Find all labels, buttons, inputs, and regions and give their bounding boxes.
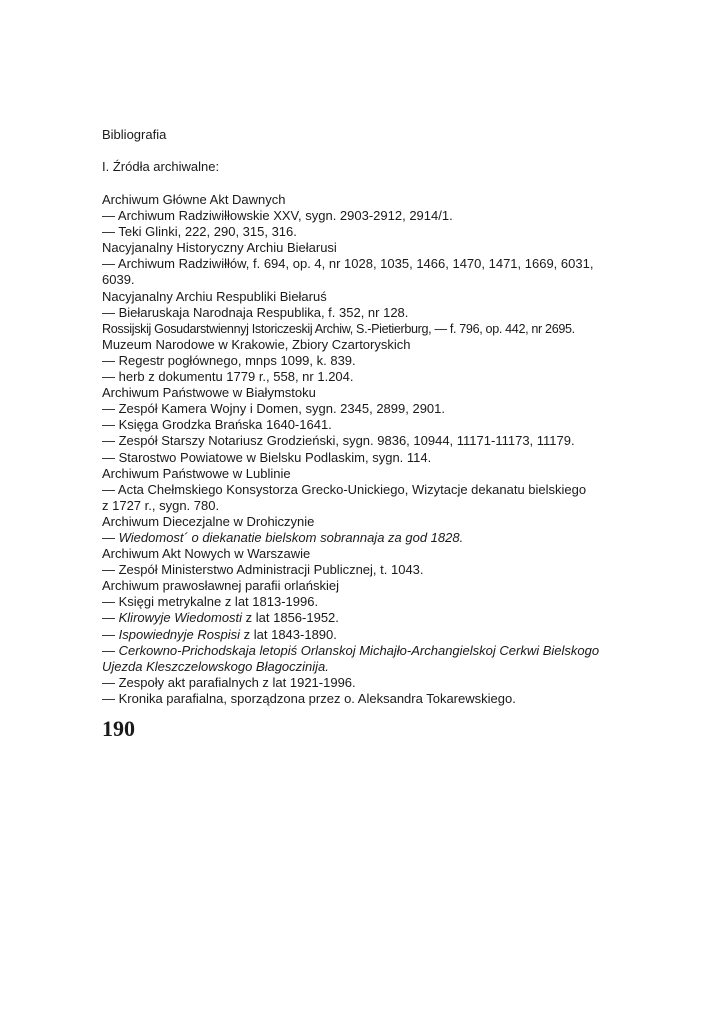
bibliography-entry [102,546,622,562]
entry-text: — Zespół Ministerstwo Administracji Publicznej, t. 1043. [102,562,424,578]
bibliography-entry [102,514,622,530]
bibliography-entry [102,562,622,578]
entry-text: — Zespoły akt parafialnych z lat 1921-1996. [102,674,356,690]
entry-text: Archiwum Państwowe w Białymstoku [102,385,316,401]
bibliography-entry [102,417,622,433]
bibliography-entry [102,353,622,369]
bibliography-entry [102,466,622,482]
entry-text: — [102,610,119,626]
entry-text: Nacyjanalny Historyczny Archiu Biełarusi [102,240,337,256]
bibliography-entry [102,610,622,626]
bibliography-entry [102,482,622,498]
bibliography-entry [102,337,622,353]
italic-text: Ispowiednyje Rospisi [118,626,241,642]
bibliography-title: Bibliografia [102,127,167,142]
entry-text: — Księga Grodzka Brańska 1640-1641. [102,417,332,433]
bibliography-entry [102,691,622,707]
entry-text: Rossijskij Gosudarstwiennyj Istoriczeskij Archiw, S.-Pietierburg, — f. 796, op. 442, nr 2695. [102,321,575,336]
entry-text: — herb z dokumentu 1779 r., 558, nr 1.204. [102,369,354,385]
bibliography-entry [102,305,622,321]
entry-text: — Starostwo Powiatowe w Bielsku Podlaskim, sygn. 114. [102,449,432,465]
bibliography-entry [102,240,622,256]
bibliography-entry [102,594,622,610]
bibliography-entry [102,433,622,449]
bibliography-entry [102,385,622,401]
entry-text: — Zespół Starszy Notariusz Grodzieński, sygn. 9836, 10944, 11171-11173, 11179. [102,433,575,449]
entry-text: — [102,529,119,545]
entry-text: Archiwum Państwowe w Lublinie [102,465,291,481]
entry-text: z lat 1856-1952. [242,610,339,626]
bibliography-entry [102,192,622,208]
entry-text: — Regestr pogłównego, mnps 1099, k. 839. [102,352,356,368]
entry-text: Nacyjanalny Archiu Respubliki Biełaruś [102,288,327,304]
bibliography-entry [102,578,622,594]
entry-text: — Archiwum Radziwiłłów, f. 694, op. 4, nr 1028, 1035, 1466, 1470, 1471, 1669, 6031, [102,256,594,272]
entry-text: Archiwum Główne Akt Dawnych [102,192,286,207]
entry-text: z lat 1843-1890. [240,626,337,642]
page-number: 190 [102,716,135,741]
entry-text: Archiwum prawosławnej parafii orlańskiej [102,578,339,594]
entry-text: Archiwum Diecezjalne w Drohiczynie [102,513,315,529]
entry-text: — Zespół Kamera Wojny i Domen, sygn. 2345, 2899, 2901. [102,401,446,417]
entry-text: 6039. [102,272,135,288]
bibliography-entry [102,659,622,675]
bibliography-entry [102,498,622,514]
bibliography-list [102,192,622,707]
section-heading: I. Źródła archiwalne: [102,159,220,174]
bibliography-entry [102,256,622,272]
bibliography-entry [102,450,622,466]
bibliography-entry [102,289,622,305]
bibliography-entry [102,530,622,546]
italic-text: Wiedomost´ o diekanatie bielskom sobrannaja za god 1828. [118,529,464,545]
entry-text: — Kronika parafialna, sporządzona przez o. Aleksandra Tokarewskiego. [102,690,516,706]
entry-text: — Acta Chełmskiego Konsystorza Grecko-Unickiego, Wizytacje dekanatu bielskiego [102,481,587,497]
bibliography-entry [102,369,622,385]
bibliography-entry [102,208,622,224]
bibliography-entry [102,627,622,643]
entry-text: — [102,626,119,642]
entry-text: — Teki Glinki, 222, 290, 315, 316. [102,224,297,240]
entry-text: Archiwum Akt Nowych w Warszawie [102,546,311,562]
entry-text: — [102,642,119,658]
entry-text: z 1727 r., sygn. 780. [102,497,220,513]
entry-text: — Księgi metrykalne z lat 1813-1996. [102,594,319,610]
bibliography-entry [102,675,622,691]
bibliography-entry [102,272,622,288]
bibliography-entry [102,401,622,417]
italic-text: Klirowyje Wiedomosti [118,610,243,626]
italic-text: Cerkowno-Prichodskaja letopiś Orlanskoj Michajło-Archangielskoj Cerkwi Bielskogo [118,642,600,658]
entry-text: — Archiwum Radziwiłłowskie XXV, sygn. 2903-2912, 2914/1. [102,208,453,224]
entry-text: — Biełaruskaja Narodnaja Respublika, f. 352, nr 128. [102,304,409,320]
entry-text: Muzeum Narodowe w Krakowie, Zbiory Czartoryskich [102,336,411,352]
bibliography-entry [102,321,622,337]
italic-text: Ujezda Kleszczelowskogo Błagoczinija. [102,658,329,674]
bibliography-entry [102,643,622,659]
bibliography-entry [102,224,622,240]
